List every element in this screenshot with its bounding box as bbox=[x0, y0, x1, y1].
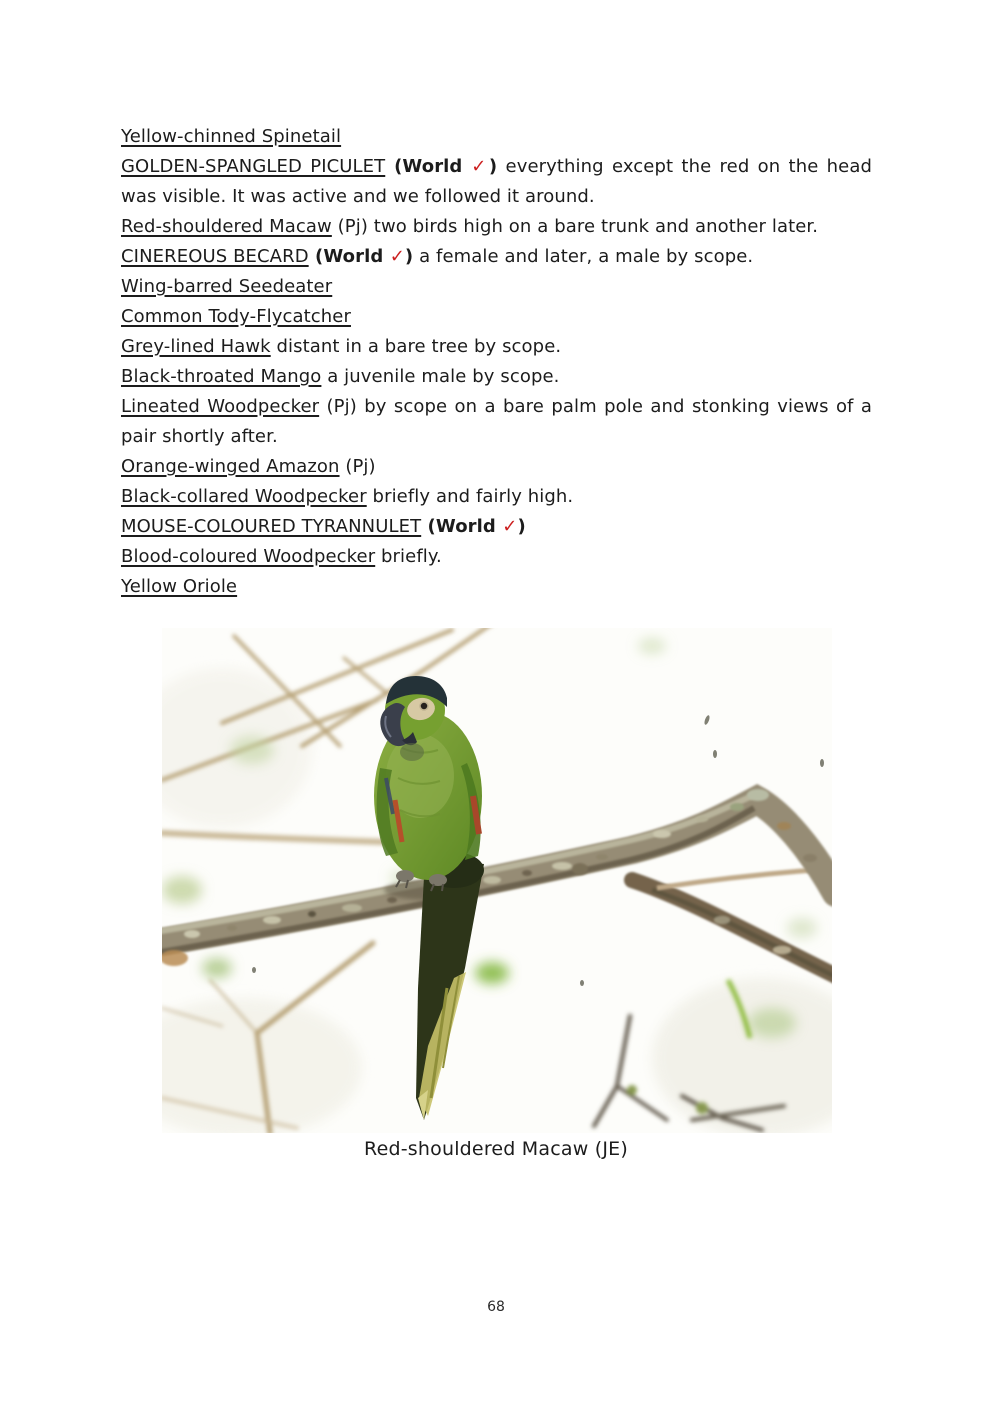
species-name: Black-collared Woodpecker bbox=[121, 486, 367, 507]
species-line bbox=[121, 392, 872, 422]
species-name: Red-shouldered Macaw bbox=[121, 216, 332, 237]
species-line bbox=[121, 332, 872, 362]
world-tick-label: (World bbox=[421, 516, 503, 537]
species-line bbox=[121, 512, 872, 542]
macaw-photo bbox=[162, 628, 832, 1133]
species-line bbox=[121, 422, 872, 452]
species-name: Black-throated Mango bbox=[121, 366, 322, 387]
world-tick-label: (World bbox=[308, 246, 390, 267]
world-tick-icon: ✓ bbox=[502, 516, 518, 537]
species-name: Yellow-chinned Spinetail bbox=[121, 126, 342, 147]
species-note: a juvenile male by scope. bbox=[321, 366, 560, 387]
species-line bbox=[121, 212, 872, 242]
species-name: Lineated Woodpecker bbox=[121, 396, 320, 417]
species-line bbox=[121, 362, 872, 392]
species-name: Common Tody-Flycatcher bbox=[121, 306, 351, 327]
bird-chin bbox=[400, 743, 424, 761]
species-note: briefly and fairly high. bbox=[366, 486, 574, 507]
species-note: (Pj) by scope on a bare palm pole and stonking views of a bbox=[319, 396, 873, 417]
species-line bbox=[121, 572, 872, 602]
species-name: Grey-lined Hawk bbox=[121, 336, 271, 357]
species-name: MOUSE-COLOURED TYRANNULET bbox=[121, 516, 422, 537]
species-line bbox=[121, 242, 872, 272]
world-tick-label: ) bbox=[517, 516, 526, 537]
species-line bbox=[121, 122, 872, 152]
world-tick-icon: ✓ bbox=[471, 156, 489, 177]
species-note: pair shortly after. bbox=[121, 426, 278, 447]
species-line bbox=[121, 272, 872, 302]
species-note: (Pj) two birds high on a bare trunk and another later. bbox=[331, 216, 819, 237]
world-tick-label: ) bbox=[488, 156, 498, 177]
species-line bbox=[121, 542, 872, 572]
species-line bbox=[121, 152, 872, 182]
species-name: Orange-winged Amazon bbox=[121, 456, 340, 477]
world-tick-label: (World bbox=[385, 156, 472, 177]
species-line bbox=[121, 482, 872, 512]
species-line bbox=[121, 302, 872, 332]
species-name: Yellow Oriole bbox=[121, 576, 238, 597]
bird-eye bbox=[420, 702, 428, 710]
species-name: CINEREOUS BECARD bbox=[121, 246, 309, 267]
species-note: everything except the red on the head bbox=[497, 156, 873, 177]
species-note: distant in a bare tree by scope. bbox=[270, 336, 562, 357]
world-tick-icon: ✓ bbox=[389, 246, 405, 267]
world-tick-label: ) bbox=[404, 246, 414, 267]
species-line bbox=[121, 182, 872, 212]
species-name: Blood-coloured Woodpecker bbox=[121, 546, 376, 567]
species-name: GOLDEN-SPANGLED PICULET bbox=[121, 156, 386, 177]
species-note: a female and later, a male by scope. bbox=[413, 246, 754, 267]
species-list bbox=[121, 122, 872, 602]
macaw-photo-svg bbox=[162, 628, 832, 1133]
species-note: (Pj) bbox=[339, 456, 376, 477]
photo-caption: Red-shouldered Macaw (JE) bbox=[364, 1138, 628, 1160]
species-line bbox=[121, 452, 872, 482]
species-note: was visible. It was active and we followed it around. bbox=[121, 186, 595, 207]
page-number: 68 bbox=[487, 1299, 505, 1315]
species-name: Wing-barred Seedeater bbox=[121, 276, 333, 297]
species-note: briefly. bbox=[375, 546, 442, 567]
